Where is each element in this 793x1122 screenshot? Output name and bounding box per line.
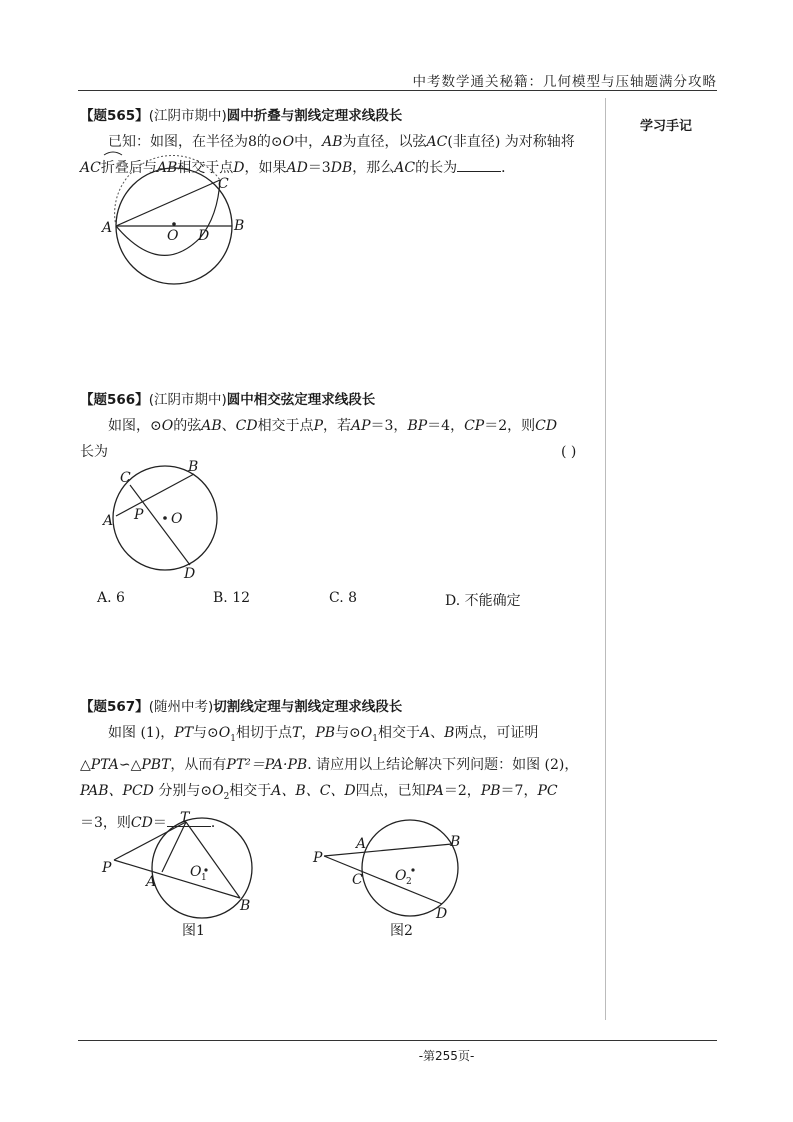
secant-pcd bbox=[324, 856, 442, 904]
math: PT bbox=[174, 725, 194, 741]
math: AC bbox=[426, 134, 448, 150]
text: 四点，已知 bbox=[355, 782, 426, 799]
math: PB bbox=[315, 725, 336, 741]
text: ， bbox=[301, 725, 316, 741]
figure-565 bbox=[100, 168, 260, 308]
math: O bbox=[360, 725, 373, 741]
folded-arc bbox=[116, 180, 220, 255]
label-a: A bbox=[102, 220, 113, 236]
text: ，从而有 bbox=[170, 756, 227, 773]
math: B bbox=[444, 725, 455, 741]
label-b: B bbox=[188, 459, 199, 475]
math: PT²＝PA·PB bbox=[226, 756, 308, 773]
center-dot bbox=[172, 222, 176, 226]
label-d: D bbox=[184, 566, 196, 582]
text: ＝3 bbox=[307, 160, 331, 176]
math: CP bbox=[464, 418, 485, 434]
problem-565-text bbox=[80, 129, 595, 155]
label-c: C bbox=[352, 872, 363, 888]
math: A、B、C、D bbox=[271, 782, 356, 799]
label-a: A bbox=[146, 874, 157, 890]
math: AB bbox=[322, 134, 343, 150]
text: ＝7， bbox=[500, 782, 538, 799]
problem-number: 【题567】 bbox=[80, 699, 149, 715]
segment-tb bbox=[186, 822, 240, 898]
option-d[interactable]: D. 不能确定 bbox=[445, 593, 521, 609]
problem-567-text bbox=[80, 720, 595, 752]
caption-fig-2: 图2 bbox=[390, 923, 413, 939]
label-a: A bbox=[103, 513, 114, 529]
text: 与⊙ bbox=[335, 725, 361, 741]
page-number: -第255页- bbox=[418, 1049, 475, 1063]
math: PC bbox=[537, 782, 558, 799]
problem-565-title bbox=[80, 103, 595, 129]
label-o-sub: 1 bbox=[201, 873, 207, 883]
text: 折叠后与 bbox=[100, 160, 157, 176]
math: PAB、PCD bbox=[80, 782, 154, 799]
figure-567-1 bbox=[100, 810, 275, 920]
math: O bbox=[282, 134, 295, 150]
text: 相交于点 bbox=[257, 418, 314, 434]
text: 相交于点 bbox=[177, 160, 234, 176]
problem-567-title bbox=[80, 694, 595, 720]
math: AD bbox=[286, 160, 308, 176]
answer-paren[interactable]: ( ) bbox=[561, 444, 577, 460]
text: 两点，可证明 bbox=[454, 725, 539, 741]
math: A bbox=[420, 725, 431, 741]
text: 相交于 bbox=[229, 782, 272, 799]
text: . 请应用以上结论解决下列问题：如图 (2)， bbox=[307, 756, 579, 773]
label-a: A bbox=[356, 836, 367, 852]
problem-566 bbox=[80, 387, 595, 465]
text: 中， bbox=[294, 134, 323, 150]
text: 如图 (1)， bbox=[108, 725, 175, 741]
math: O bbox=[218, 725, 231, 741]
label-d: D bbox=[436, 906, 448, 922]
text: ，如果 bbox=[244, 160, 287, 176]
option-b[interactable]: B. 12 bbox=[213, 590, 251, 606]
text: ＝ bbox=[152, 814, 167, 831]
text: ，那么 bbox=[352, 160, 395, 176]
header-rule bbox=[78, 90, 717, 91]
notes-label: 学习手记 bbox=[640, 119, 693, 134]
text: 的弦 bbox=[173, 418, 202, 434]
center-dot bbox=[204, 868, 207, 871]
arc-mark bbox=[103, 150, 123, 156]
label-o: O bbox=[167, 228, 179, 244]
text: 相切于点 bbox=[236, 725, 292, 741]
text: ． bbox=[501, 160, 516, 176]
label-o: O bbox=[395, 868, 407, 884]
text: 相交于 bbox=[378, 725, 421, 741]
math: T bbox=[292, 725, 302, 741]
math: CD bbox=[535, 418, 558, 434]
problem-566-title bbox=[80, 387, 595, 413]
answer-blank[interactable] bbox=[457, 157, 501, 172]
text: 长为 bbox=[80, 444, 108, 460]
math: O bbox=[212, 782, 224, 799]
caption-fig-1: 图1 bbox=[182, 923, 205, 939]
segment-ta bbox=[162, 822, 186, 872]
problem-567-text-3 bbox=[80, 778, 595, 810]
text: 的长为 bbox=[415, 160, 458, 176]
figure-566 bbox=[100, 458, 240, 583]
text: 、 bbox=[221, 418, 236, 434]
text: 分别与⊙ bbox=[153, 782, 213, 799]
math: P bbox=[313, 418, 323, 434]
problem-566-text bbox=[80, 413, 595, 439]
math: AB bbox=[156, 160, 178, 176]
secant-pb bbox=[114, 860, 240, 898]
text: ，若 bbox=[322, 418, 351, 434]
text: 已知：如图，在半径为8的⊙ bbox=[108, 134, 283, 150]
text: ＝2， bbox=[443, 782, 481, 799]
math: DB bbox=[330, 160, 353, 176]
math: CD bbox=[235, 418, 258, 434]
text: 与⊙ bbox=[193, 725, 219, 741]
math: AB bbox=[201, 418, 222, 434]
text: 、 bbox=[430, 725, 445, 741]
subscript: 2 bbox=[223, 791, 230, 802]
secant-pab bbox=[324, 844, 452, 856]
label-b: B bbox=[240, 898, 251, 914]
tangent-pt bbox=[114, 822, 186, 860]
subscript: 1 bbox=[230, 733, 236, 744]
problem-source: (随州中考) bbox=[148, 699, 214, 715]
center-dot bbox=[411, 868, 414, 871]
label-p: P bbox=[313, 850, 323, 866]
label-p: P bbox=[102, 860, 112, 876]
label-d: D bbox=[198, 228, 210, 244]
problem-source: (江阴市期中) bbox=[148, 108, 227, 124]
text: ＝3， bbox=[370, 418, 408, 434]
math: D bbox=[233, 160, 245, 176]
label-t: T bbox=[180, 810, 190, 826]
notes-divider bbox=[605, 98, 606, 1020]
problem-567-text-2 bbox=[80, 752, 595, 778]
math: O bbox=[161, 418, 174, 434]
math: △PTA∽△PBT bbox=[80, 756, 171, 773]
text: 如图，⊙ bbox=[108, 418, 162, 434]
arc-ac: AC bbox=[80, 160, 101, 176]
circle-o2 bbox=[362, 820, 461, 916]
math: PB bbox=[480, 782, 501, 799]
text: (非直径) 为对称轴将 bbox=[447, 134, 575, 150]
page-header-title: 中考数学通关秘籍：几何模型与压轴题满分攻略 bbox=[412, 74, 717, 90]
figure-567-2 bbox=[310, 818, 470, 928]
text: ＝3，则 bbox=[80, 814, 131, 831]
label-o-sub: 2 bbox=[406, 877, 412, 887]
math: PA bbox=[425, 782, 444, 799]
label-c: C bbox=[120, 470, 131, 486]
label-p: P bbox=[134, 507, 144, 523]
circle-o1 bbox=[152, 818, 252, 918]
label-c: C bbox=[218, 176, 229, 192]
text: ． bbox=[210, 814, 225, 831]
subscript: 1 bbox=[372, 733, 379, 744]
option-a[interactable]: A. 6 bbox=[97, 590, 125, 606]
math: BP bbox=[407, 418, 428, 434]
problem-topic: 圆中折叠与割线定理求线段长 bbox=[226, 108, 403, 124]
text: ＝4， bbox=[427, 418, 465, 434]
footer-rule bbox=[78, 1040, 717, 1041]
center-dot bbox=[163, 516, 167, 520]
problem-number: 【题565】 bbox=[80, 108, 149, 124]
math: CD bbox=[130, 814, 153, 831]
problem-number: 【题566】 bbox=[80, 392, 149, 408]
problem-topic: 圆中相交弦定理求线段长 bbox=[226, 392, 376, 408]
text: ＝2，则 bbox=[484, 418, 536, 434]
math: AP bbox=[350, 418, 371, 434]
math: AC bbox=[394, 160, 416, 176]
option-c[interactable]: C. 8 bbox=[329, 590, 358, 606]
label-o: O bbox=[190, 864, 202, 880]
label-b: B bbox=[450, 834, 461, 850]
problem-topic: 切割线定理与割线定理求线段长 bbox=[213, 699, 403, 715]
problem-source: (江阴市期中) bbox=[148, 392, 227, 408]
label-b: B bbox=[234, 218, 245, 234]
text: 为直径，以弦 bbox=[342, 134, 427, 150]
label-o: O bbox=[171, 511, 183, 527]
